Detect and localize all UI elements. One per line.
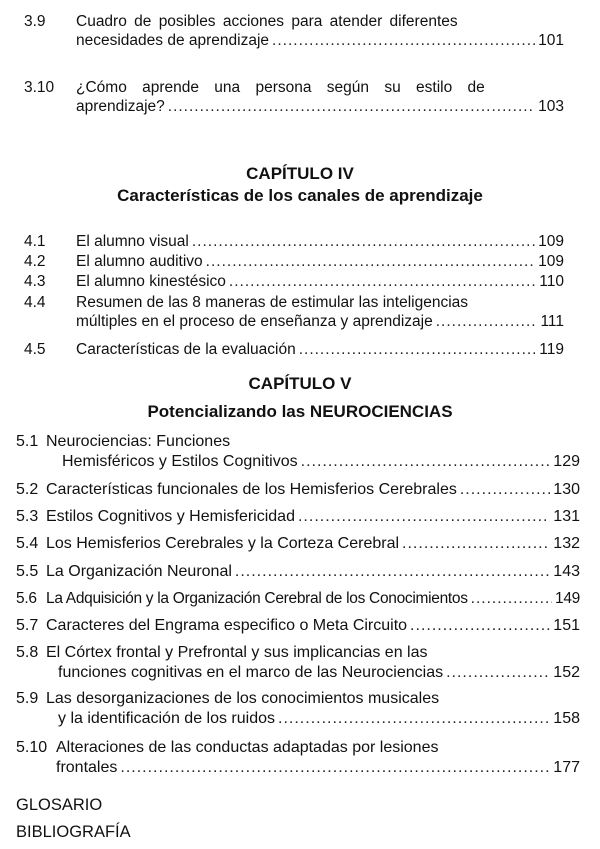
- toc-entry-3-10: [24, 78, 564, 118]
- toc-entry-4-3: [24, 272, 564, 292]
- entry-page: 103: [538, 98, 564, 115]
- toc-entry-4-4: [24, 293, 564, 333]
- entry-title: El alumno visual: [76, 233, 189, 250]
- entry-page: 111: [540, 313, 564, 330]
- entry-title-line2: funciones cognitivas en el marco de las Neurociencias: [58, 664, 444, 681]
- entry-number: 3.10: [24, 79, 55, 96]
- entry-number: 5.9: [16, 690, 39, 707]
- entry-page: 110: [539, 273, 564, 290]
- entry-page: 158: [553, 710, 580, 727]
- toc-entry-3-9: [24, 12, 564, 52]
- entry-title-line1: Resumen de las 8 maneras de estimular las inteligencias: [76, 294, 469, 311]
- entry-page: 129: [553, 453, 580, 470]
- entry-number: 5.6: [16, 590, 37, 607]
- glossary-heading: GLOSARIO: [16, 796, 103, 814]
- entry-page: 149: [555, 590, 580, 607]
- entry-title: Estilos Cognitivos y Hemisfericidad: [46, 508, 295, 525]
- toc-entry-5-1: [16, 432, 580, 472]
- entry-title-line1: ¿Cómo aprende una persona según su estilo de: [76, 79, 485, 96]
- entry-page: 109: [538, 233, 564, 250]
- entry-title-line1: El Córtex frontal y Prefrontal y sus implicancias en las: [46, 644, 428, 661]
- entry-page: 119: [539, 341, 564, 358]
- entry-number: 5.2: [16, 481, 39, 498]
- entry-title: El alumno kinestésico: [76, 273, 226, 290]
- entry-title: Características de la evaluación: [76, 341, 296, 358]
- entry-number: 4.1: [24, 233, 46, 250]
- entry-number: 5.5: [16, 563, 39, 580]
- chapter-5-label: CAPÍTULO V: [248, 374, 352, 393]
- entry-number: 5.1: [16, 433, 39, 450]
- entry-title-line1: Alteraciones de las conductas adaptadas por lesiones: [56, 739, 439, 756]
- entry-page: 143: [553, 563, 580, 580]
- entry-title: La Organización Neuronal: [46, 563, 232, 580]
- entry-title-line2: Hemisféricos y Estilos Cognitivos: [62, 453, 298, 470]
- toc-entry-4-2: [24, 252, 564, 272]
- entry-page: 130: [553, 481, 580, 498]
- entry-number: 5.7: [16, 617, 39, 634]
- entry-page: 151: [553, 617, 580, 634]
- toc-entry-5-7: [16, 616, 580, 636]
- chapter-4-title: Características de los canales de aprendizaje: [117, 186, 483, 205]
- entry-title: Caracteres del Engrama especifico o Meta Circuito: [46, 617, 408, 634]
- entry-page: 177: [553, 759, 580, 776]
- entry-title-line2: aprendizaje?: [76, 98, 165, 115]
- entry-title-line2: y la identificación de los ruidos: [58, 710, 276, 727]
- entry-number: 5.3: [16, 508, 39, 525]
- entry-page: 131: [553, 508, 580, 525]
- entry-title-line2: necesidades de aprendizaje: [76, 32, 270, 49]
- chapter-5-title: Potencializando las NEUROCIENCIAS: [147, 402, 453, 421]
- entry-number: 4.4: [24, 294, 46, 311]
- entry-page: 132: [553, 535, 580, 552]
- toc-entry-4-1: [24, 232, 564, 252]
- chapter-4-label: CAPÍTULO IV: [246, 164, 354, 183]
- toc-entry-5-10: [16, 738, 580, 778]
- toc-entry-5-9: [16, 689, 580, 729]
- entry-number: 4.5: [24, 341, 46, 358]
- entry-title: La Adquisición y la Organización Cerebral de los Conocimientos: [46, 590, 468, 607]
- entry-title: Características funcionales de los Hemisferios Cerebrales: [46, 481, 457, 498]
- entry-number: 4.3: [24, 273, 46, 290]
- entry-page: 152: [553, 664, 580, 681]
- entry-page: 101: [538, 32, 564, 49]
- toc-entry-5-6: [16, 589, 580, 609]
- entry-number: 5.10: [16, 739, 48, 756]
- entry-number: 5.4: [16, 535, 39, 552]
- entry-title: Los Hemisferios Cerebrales y la Corteza Cerebral: [46, 535, 400, 552]
- entry-number: 4.2: [24, 253, 46, 270]
- toc-entry-5-2: [16, 480, 580, 500]
- toc-entry-5-3: [16, 507, 580, 527]
- entry-title-line2: múltiples en el proceso de enseñanza y aprendizaje: [76, 313, 433, 330]
- toc-entry-5-4: [16, 534, 580, 554]
- entry-title-line1: Neurociencias: Funciones: [46, 433, 231, 450]
- bibliography-heading: BIBLIOGRAFÍA: [16, 823, 131, 841]
- toc-entry-5-5: [16, 562, 580, 582]
- entry-title-line1: Las desorganizaciones de los conocimientos musicales: [46, 690, 440, 707]
- entry-number: 3.9: [24, 13, 46, 30]
- entry-title-line1: Cuadro de posibles acciones para atender diferentes: [76, 13, 458, 30]
- toc-entry-5-8: [16, 643, 580, 683]
- entry-page: 109: [538, 253, 564, 270]
- toc-entry-4-5: [24, 340, 564, 360]
- entry-title: El alumno auditivo: [76, 253, 203, 270]
- entry-number: 5.8: [16, 644, 39, 661]
- entry-title-line2: frontales: [56, 759, 118, 776]
